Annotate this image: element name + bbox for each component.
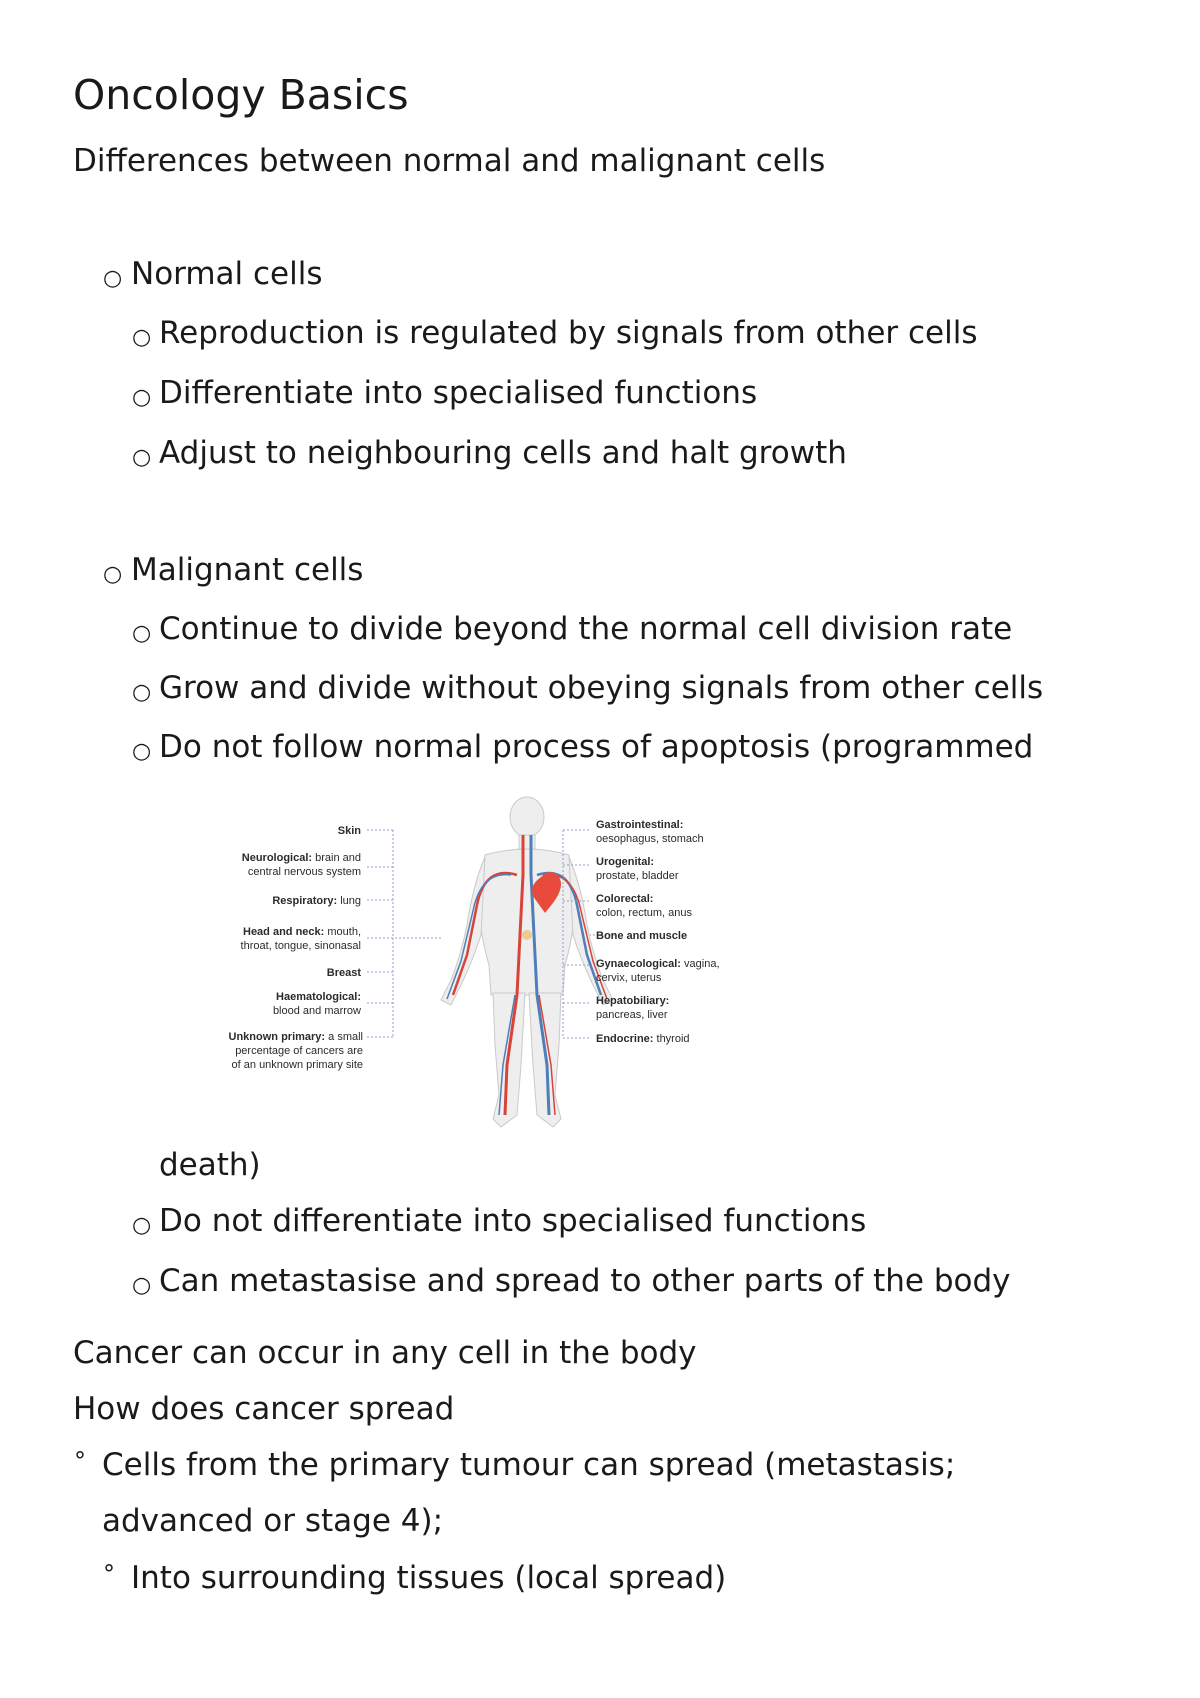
- bullet-circle-icon: ○: [132, 739, 152, 764]
- human-body-figure: [441, 797, 613, 1127]
- label-hepatobiliary-line2: pancreas, liver: [596, 1009, 668, 1021]
- label-haematological-line2: blood and marrow: [272, 1005, 361, 1017]
- bullet-circle-icon: ○: [132, 325, 152, 350]
- list-item: Continue to divide beyond the normal cell division rate: [159, 611, 1013, 647]
- body-cancer-sites-diagram: [228, 795, 785, 1135]
- label-breast: Breast: [326, 967, 361, 979]
- label-urogenital: Urogenital:: [596, 856, 655, 868]
- label-neurological-line2: central nervous system: [247, 866, 361, 878]
- bullet-circle-icon: ○: [132, 385, 152, 410]
- bullet-circle-icon: ○: [132, 1213, 152, 1238]
- label-haematological: Haematological:: [276, 991, 361, 1003]
- bullet-circle-icon: ○: [132, 680, 152, 705]
- left-labels: [229, 825, 363, 1071]
- statement-text: Cancer can occur in any cell in the body: [73, 1335, 697, 1371]
- malignant-cells-heading: Malignant cells: [131, 552, 364, 588]
- list-item-continuation: death): [159, 1147, 261, 1183]
- label-gastrointestinal: Gastrointestinal:: [596, 819, 684, 831]
- label-head-and-neck: Head and neck: mouth,: [243, 926, 361, 938]
- list-item: Differentiate into specialised functions: [159, 375, 758, 411]
- label-unknown-primary-line3: of an unknown primary site: [231, 1059, 363, 1071]
- label-unknown-primary-line2: percentage of cancers are: [235, 1045, 363, 1057]
- sub-list-item: Into surrounding tissues (local spread): [131, 1560, 727, 1596]
- label-head-and-neck-line2: throat, tongue, sinonasal: [240, 940, 361, 952]
- list-item: Do not follow normal process of apoptosis (programmed: [159, 729, 1034, 765]
- section-heading-differences: Differences between normal and malignant cells: [73, 143, 826, 179]
- bullet-circle-icon: ○: [103, 266, 123, 291]
- section-heading-spread: How does cancer spread: [73, 1391, 455, 1427]
- page-title: Oncology Basics: [73, 71, 409, 119]
- bullet-circle-icon: ○: [103, 562, 123, 587]
- label-colorectal-line2: colon, rectum, anus: [596, 907, 692, 919]
- bullet-circle-icon: ○: [132, 1273, 152, 1298]
- right-labels: [596, 819, 720, 1045]
- label-colorectal: Colorectal:: [596, 893, 654, 905]
- label-urogenital-line2: prostate, bladder: [596, 870, 679, 882]
- bullet-degree-icon: °: [103, 1560, 115, 1588]
- bullet-circle-icon: ○: [132, 621, 152, 646]
- label-hepatobiliary: Hepatobiliary:: [596, 995, 670, 1007]
- label-gynaecological-line2: cervix, uterus: [596, 972, 662, 984]
- leader-lines-left: [367, 830, 441, 1037]
- list-item: Grow and divide without obeying signals from other cells: [159, 670, 1044, 706]
- list-item: Do not differentiate into specialised functions: [159, 1203, 867, 1239]
- bullet-degree-icon: °: [74, 1447, 86, 1475]
- label-gynaecological: Gynaecological: vagina,: [596, 958, 720, 970]
- bullet-circle-icon: ○: [132, 445, 152, 470]
- label-neurological: Neurological: brain and: [241, 852, 361, 864]
- list-item: Cells from the primary tumour can spread (metastasis;: [102, 1447, 956, 1483]
- label-skin: Skin: [337, 825, 361, 837]
- label-respiratory: Respiratory: lung: [272, 895, 361, 907]
- label-endocrine: Endocrine: thyroid: [596, 1033, 690, 1045]
- list-item: Adjust to neighbouring cells and halt growth: [159, 435, 847, 471]
- list-item: Reproduction is regulated by signals from other cells: [159, 315, 978, 351]
- label-unknown-primary: Unknown primary: a small: [228, 1031, 363, 1043]
- list-item: Can metastasise and spread to other parts of the body: [159, 1263, 1011, 1299]
- label-gastrointestinal-line2: oesophagus, stomach: [596, 833, 704, 845]
- list-item-continuation: advanced or stage 4);: [102, 1503, 444, 1539]
- label-bone-and-muscle: Bone and muscle: [596, 930, 688, 942]
- normal-cells-heading: Normal cells: [131, 256, 323, 292]
